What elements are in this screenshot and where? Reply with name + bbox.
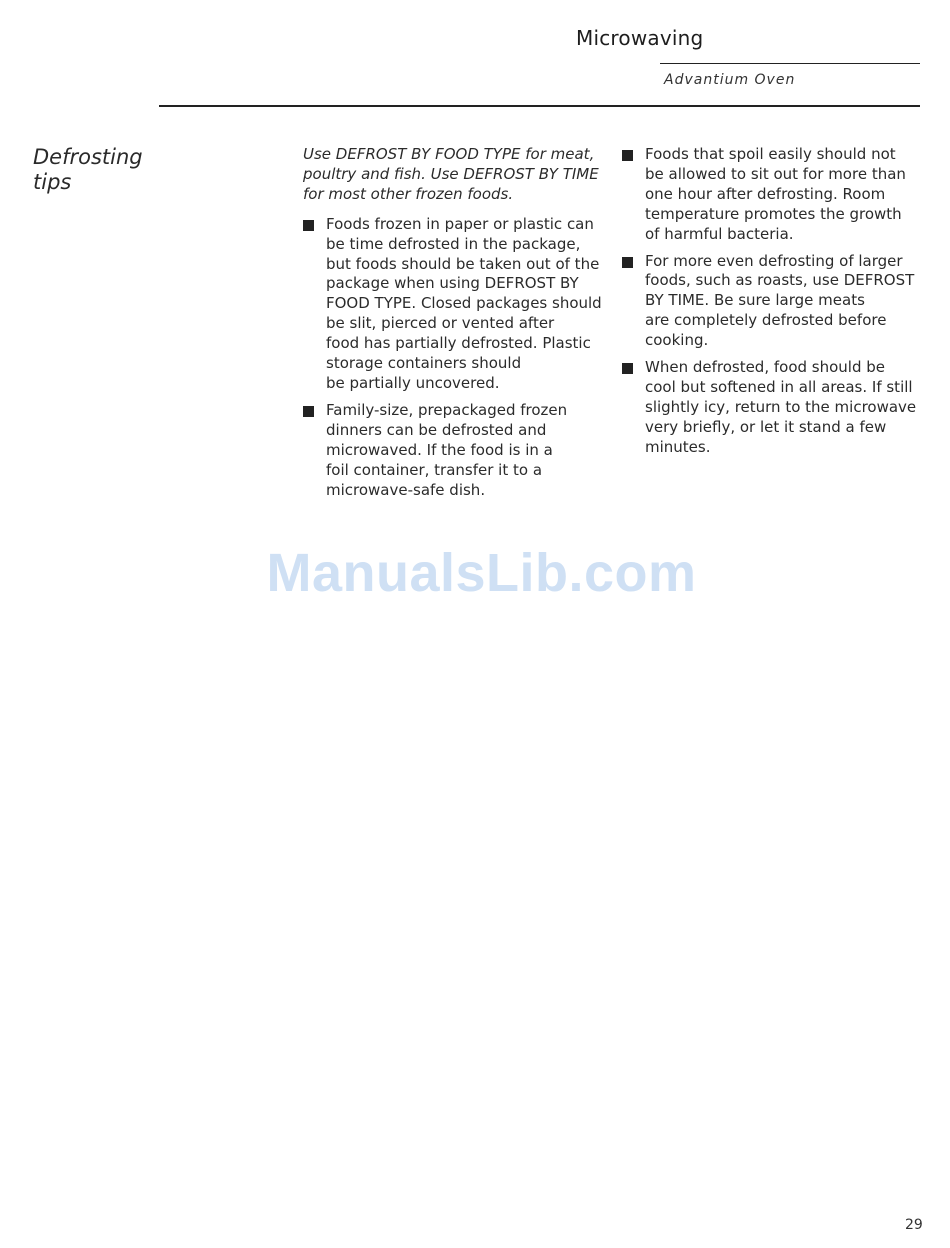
bullet-line: microwave-safe dish.	[326, 480, 486, 499]
bullet-line: very briefly, or let it stand a few	[645, 417, 887, 436]
bullet-line: When defrosted, food should be	[645, 358, 886, 377]
bullet-item	[622, 145, 922, 245]
section-title	[33, 145, 233, 195]
bullet-line: minutes.	[645, 437, 711, 456]
intro-line: for most other frozen foods.	[303, 184, 514, 203]
bullet-line: FOOD TYPE. Closed packages should	[326, 294, 602, 313]
page-header-subtitle: Advantium Oven	[664, 72, 796, 88]
bullet-line: foods, such as roasts, use DEFROST	[645, 271, 915, 290]
bullet-line: dinners can be defrosted and	[326, 420, 547, 439]
bullet-line: foil container, transfer it to a	[326, 460, 543, 479]
bullet-line: are completely defrosted before	[645, 311, 887, 330]
page-header-title: Microwaving	[576, 26, 704, 50]
bullet-line: microwaved. If the food is in a	[326, 440, 553, 459]
bullet-line: cooking.	[645, 331, 709, 350]
bullet-line: be slit, pierced or vented after	[326, 314, 555, 333]
bullet-line: package when using DEFROST BY	[326, 274, 579, 293]
bullet-square-icon	[622, 150, 633, 161]
bullet-line: Foods that spoil easily should not	[645, 145, 896, 163]
bullet-line: Family-size, prepackaged frozen	[326, 400, 568, 419]
bullet-line: one hour after defrosting. Room	[645, 184, 886, 203]
section-title-line-2: tips	[33, 170, 72, 194]
bullet-line: be time defrosted in the package,	[326, 234, 581, 253]
header-divider-long	[159, 105, 920, 107]
bullet-line: temperature promotes the growth	[645, 204, 902, 223]
bullet-line: be allowed to sit out for more than	[645, 164, 906, 183]
bullet-line: For more even defrosting of larger	[645, 251, 903, 270]
bullet-item	[622, 252, 922, 352]
bullet-square-icon	[622, 363, 633, 374]
bullet-item	[622, 358, 922, 458]
section-title-line-1: Defrosting	[33, 145, 143, 169]
bullet-item	[303, 401, 605, 501]
bullet-line: slightly icy, return to the microwave	[645, 397, 917, 416]
intro-line: Use DEFROST BY FOOD TYPE for meat,	[303, 145, 595, 163]
left-column	[303, 145, 605, 507]
bullet-square-icon	[622, 257, 633, 268]
intro-line: poultry and fish. Use DEFROST BY TIME	[303, 164, 599, 183]
bullet-square-icon	[303, 406, 314, 417]
bullet-line: food has partially defrosted. Plastic	[326, 334, 591, 353]
bullet-square-icon	[303, 220, 314, 231]
right-column	[622, 145, 922, 465]
bullet-line: BY TIME. Be sure large meats	[645, 291, 865, 310]
bullet-line: storage containers should	[326, 354, 522, 373]
page-number: 29	[905, 1217, 923, 1233]
bullet-line: of harmful bacteria.	[645, 224, 794, 243]
bullet-line: but foods should be taken out of the	[326, 254, 600, 273]
intro-paragraph	[303, 145, 605, 205]
bullet-item	[303, 215, 605, 394]
bullet-line: cool but softened in all areas. If still	[645, 377, 913, 396]
header-divider-short	[660, 63, 920, 64]
bullet-line: be partially uncovered.	[326, 373, 500, 392]
watermark: ManualsLib.com	[266, 543, 697, 603]
bullet-line: Foods frozen in paper or plastic can	[326, 214, 594, 233]
